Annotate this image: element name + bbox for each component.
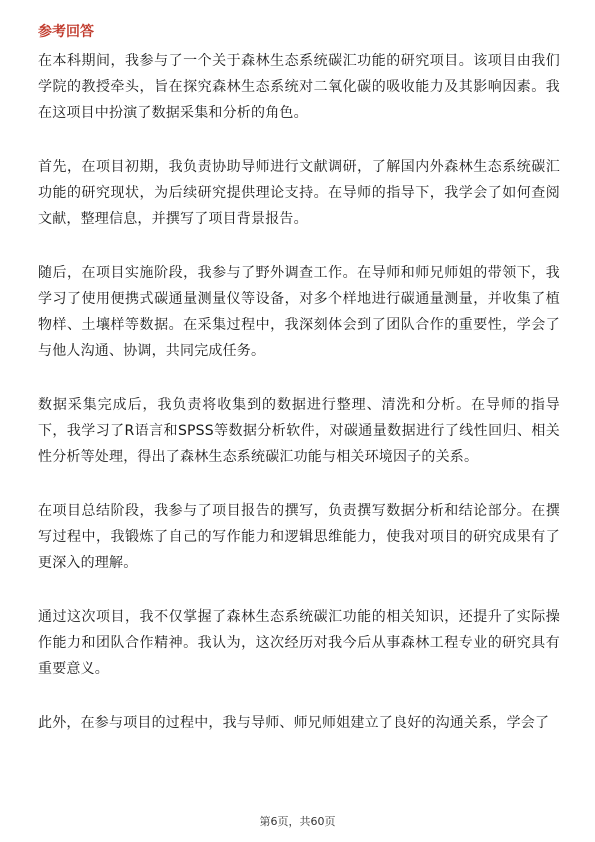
paragraph-1: 在本科期间，我参与了一个关于森林生态系统碳汇功能的研究项目。该项目由我们学院的教授牵头，旨在探究森林生态系统对二氧化碳的吸收能力及其影响因素。我在这项目中扮演了数据采集和分析的角色。 bbox=[38, 53, 560, 121]
paragraph-5: 在项目总结阶段，我参与了项目报告的撰写，负责撰写数据分析和结论部分。在撰写过程中，我锻炼了自己的写作能力和逻辑思维能力，使我对项目的研究成果有了更深入的理解。 bbox=[38, 503, 560, 571]
page-number: 第6页，共60页 bbox=[259, 815, 336, 828]
answer-body bbox=[38, 48, 560, 764]
paragraph-2: 首先，在项目初期，我负责协助导师进行文献调研，了解国内外森林生态系统碳汇功能的研究现状，为后续研究提供理论支持。在导师的指导下，我学会了如何查阅文献，整理信息，并撰写了项目背景报告。 bbox=[38, 159, 560, 227]
paragraph-3: 随后，在项目实施阶段，我参与了野外调查工作。在导师和师兄师姐的带领下，我学习了使用便携式碳通量测量仪等设备，对多个样地进行碳通量测量，并收集了植物样、土壤样等数据。在采集过程中，我深刻体会到了团队合作的重要性，学会了与他人沟通、协调，共同完成任务。 bbox=[38, 265, 560, 359]
paragraph-7: 此外，在参与项目的过程中，我与导师、师兄师姐建立了良好的沟通关系，学会了 bbox=[38, 715, 550, 731]
paragraph-4: 数据采集完成后，我负责将收集到的数据进行整理、清洗和分析。在导师的指导下，我学习了R语言和SPSS等数据分析软件，对碳通量数据进行了线性回归、相关性分析等处理，得出了森林生态系统碳汇功能与相关环境因子的关系。 bbox=[38, 397, 560, 465]
answer-heading: 参考回答 bbox=[38, 24, 94, 40]
paragraph-6: 通过这次项目，我不仅掌握了森林生态系统碳汇功能的相关知识，还提升了实际操作能力和团队合作精神。我认为，这次经历对我今后从事森林工程专业的研究具有重要意义。 bbox=[38, 609, 560, 677]
